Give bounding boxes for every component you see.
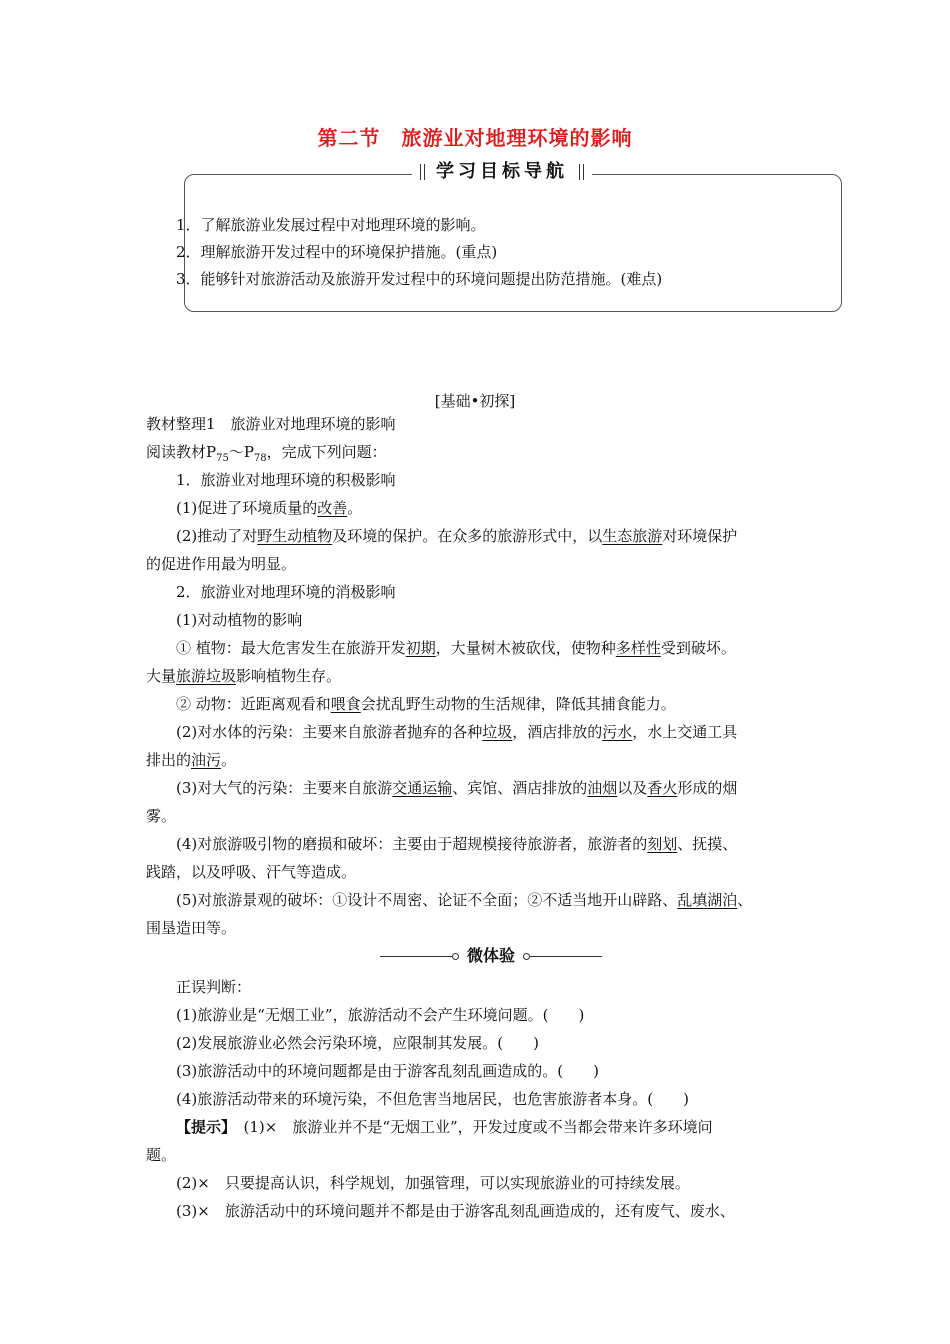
paragraph: (1)对动植物的影响 bbox=[176, 611, 303, 629]
hint-line: 【提示】 (1)× 旅游业并不是“无烟工业”，开发过度或不当都会带来许多环境问 bbox=[176, 1118, 713, 1136]
paragraph: (1)促进了环境质量的改善。 bbox=[176, 499, 363, 517]
paragraph: 大量旅游垃圾影响植物生存。 bbox=[146, 667, 342, 685]
section-tag: [基础•初探] bbox=[434, 392, 516, 410]
divider-dot-icon bbox=[452, 953, 459, 960]
paragraph: 围垦造田等。 bbox=[146, 919, 237, 937]
paragraph: 排出的油污。 bbox=[146, 751, 237, 769]
goal-item: 2．理解旅游开发过程中的环境保护措施。(重点) bbox=[176, 243, 498, 261]
hint-line: (2)× 只要提高认识，科学规划，加强管理，可以实现旅游业的可持续发展。 bbox=[176, 1174, 690, 1192]
judge-item: (2)发展旅游业必然会污染环境，应限制其发展。( ) bbox=[176, 1034, 539, 1052]
paragraph: 的促进作用最为明显。 bbox=[146, 555, 297, 573]
paragraph: ① 植物：最大危害发生在旅游开发初期，大量树木被砍伐，使物种多样性受到破坏。 bbox=[176, 639, 736, 657]
page-title: 第二节 旅游业对地理环境的影响 bbox=[317, 126, 633, 150]
divider-dot-icon bbox=[523, 953, 530, 960]
paragraph: (4)对旅游吸引物的磨损和破坏：主要由于超规模接待旅游者，旅游者的刻划、抚摸、 bbox=[176, 835, 738, 853]
hint-label: 【提示】 bbox=[176, 1118, 229, 1136]
hint-line: 题。 bbox=[146, 1146, 177, 1164]
judge-item: (1)旅游业是“无烟工业”，旅游活动不会产生环境问题。( ) bbox=[176, 1006, 585, 1024]
reading-instruction: 阅读教材$P_{75}\sim P_{78}$，完成下列问题： bbox=[146, 443, 387, 464]
paragraph: (5)对旅游景观的破坏：①设计不周密、论证不全面；②不适当地开山辟路、乱填湖泊、 bbox=[176, 891, 753, 909]
paragraph-heading: 2．旅游业对地理环境的消极影响 bbox=[176, 583, 396, 601]
paragraph: ② 动物：近距离观看和喂食会扰乱野生动物的生活规律，降低其捕食能力。 bbox=[176, 695, 676, 713]
paragraph: (2)对水体的污染：主要来自旅游者抛弃的各种垃圾，酒店排放的污水，水上交通工具 bbox=[176, 723, 738, 741]
learning-goals-header: 学习目标导航 bbox=[412, 158, 592, 186]
paragraph: (2)推动了对野生动植物及环境的保护。在众多的旅游形式中，以生态旅游对环境保护 bbox=[176, 527, 738, 545]
judge-item: (4)旅游活动带来的环境污染，不但危害当地居民，也危害旅游者本身。( ) bbox=[176, 1090, 689, 1108]
mini-experience-header: 微体验 bbox=[376, 944, 606, 968]
paragraph-heading: 1．旅游业对地理环境的积极影响 bbox=[176, 471, 396, 489]
judge-heading: 正误判断： bbox=[176, 978, 252, 996]
hint-line: (3)× 旅游活动中的环境问题并不都是由于游客乱刻乱画造成的，还有废气、废水、 bbox=[176, 1202, 735, 1220]
judge-item: (3)旅游活动中的环境问题都是由于游客乱刻乱画造成的。( ) bbox=[176, 1062, 599, 1080]
paragraph: (3)对大气的污染：主要来自旅游交通运输、宾馆、酒店排放的油烟以及香火形成的烟 bbox=[176, 779, 738, 797]
goal-item: 3．能够针对旅游活动及旅游开发过程中的环境问题提出防范措施。(难点) bbox=[176, 270, 663, 288]
paragraph: 雾。 bbox=[146, 807, 177, 825]
material-heading: 教材整理1 旅游业对地理环境的影响 bbox=[146, 415, 396, 433]
paragraph: 践踏，以及呼吸、汗气等造成。 bbox=[146, 863, 357, 881]
goal-item: 1．了解旅游业发展过程中对地理环境的影响。 bbox=[176, 216, 486, 234]
